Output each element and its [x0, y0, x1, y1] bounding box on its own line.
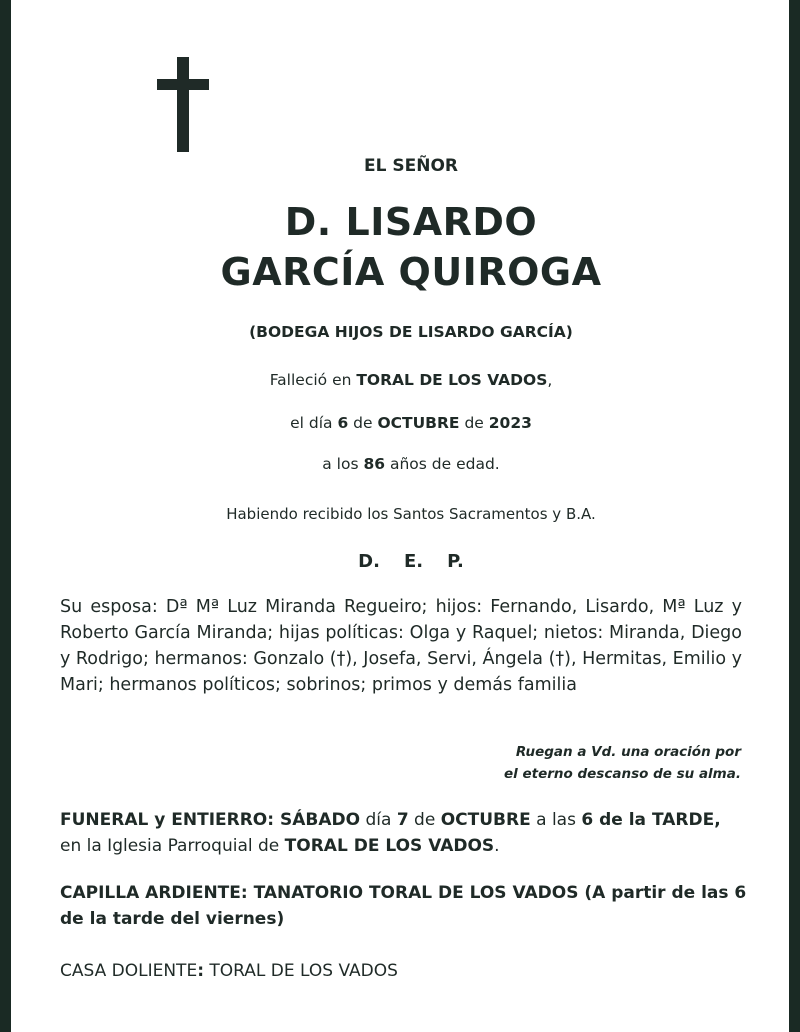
sacramentos-line: Habiendo recibido los Santos Sacramentos y B.A.: [226, 505, 596, 523]
funeral-info: FUNERAL y ENTIERRO: SÁBADO día 7 de OCTUBRE a las 6 de la TARDE, en la Iglesia Parroquial de TORAL DE LOS VADOS.: [60, 810, 721, 856]
capilla-ardiente-info: CAPILLA ARDIENTE: TANATORIO TORAL DE LOS VADOS (A partir de las 6 de la tarde del viernes): [60, 883, 747, 929]
obituary-card: [11, 0, 789, 1032]
dep-initials: D. E. P.: [358, 551, 464, 572]
prayer-request: Ruegan a Vd. una oración por el eterno descanso de su alma.: [504, 744, 741, 782]
deceased-name-line1: D. LISARDO: [284, 200, 538, 244]
casa-doliente-info: CASA DOLIENTE: TORAL DE LOS VADOS: [60, 961, 398, 981]
title-senor: EL SEÑOR: [364, 156, 458, 176]
age-value: 86: [363, 455, 386, 473]
latin-cross-icon: [157, 57, 209, 152]
death-place: TORAL DE LOS VADOS: [356, 371, 548, 389]
family-paragraph: Su esposa: Dª Mª Luz Miranda Regueiro; hijos: Fernando, Lisardo, Mª Luz y Roberto García Miranda; hijas políticas: Olga y Raquel; nietos: Miranda, Diego y Rodrigo; hermanos: Gonzalo (†), Josefa, Servi, Ángela (†), Hermitas, Emilio y Mari; hermanos políticos; sobrinos; primos y demás familia: [60, 597, 742, 695]
death-place-line: Falleció en TORAL DE LOS VADOS,: [269, 371, 553, 389]
age-line: a los 86 años de edad.: [322, 455, 500, 473]
death-date-line: el día 6 de OCTUBRE de 2023: [290, 414, 532, 432]
bodega-subtitle: (BODEGA HIJOS DE LISARDO GARCÍA): [249, 323, 573, 341]
deceased-name-line2: GARCÍA QUIROGA: [220, 250, 602, 294]
